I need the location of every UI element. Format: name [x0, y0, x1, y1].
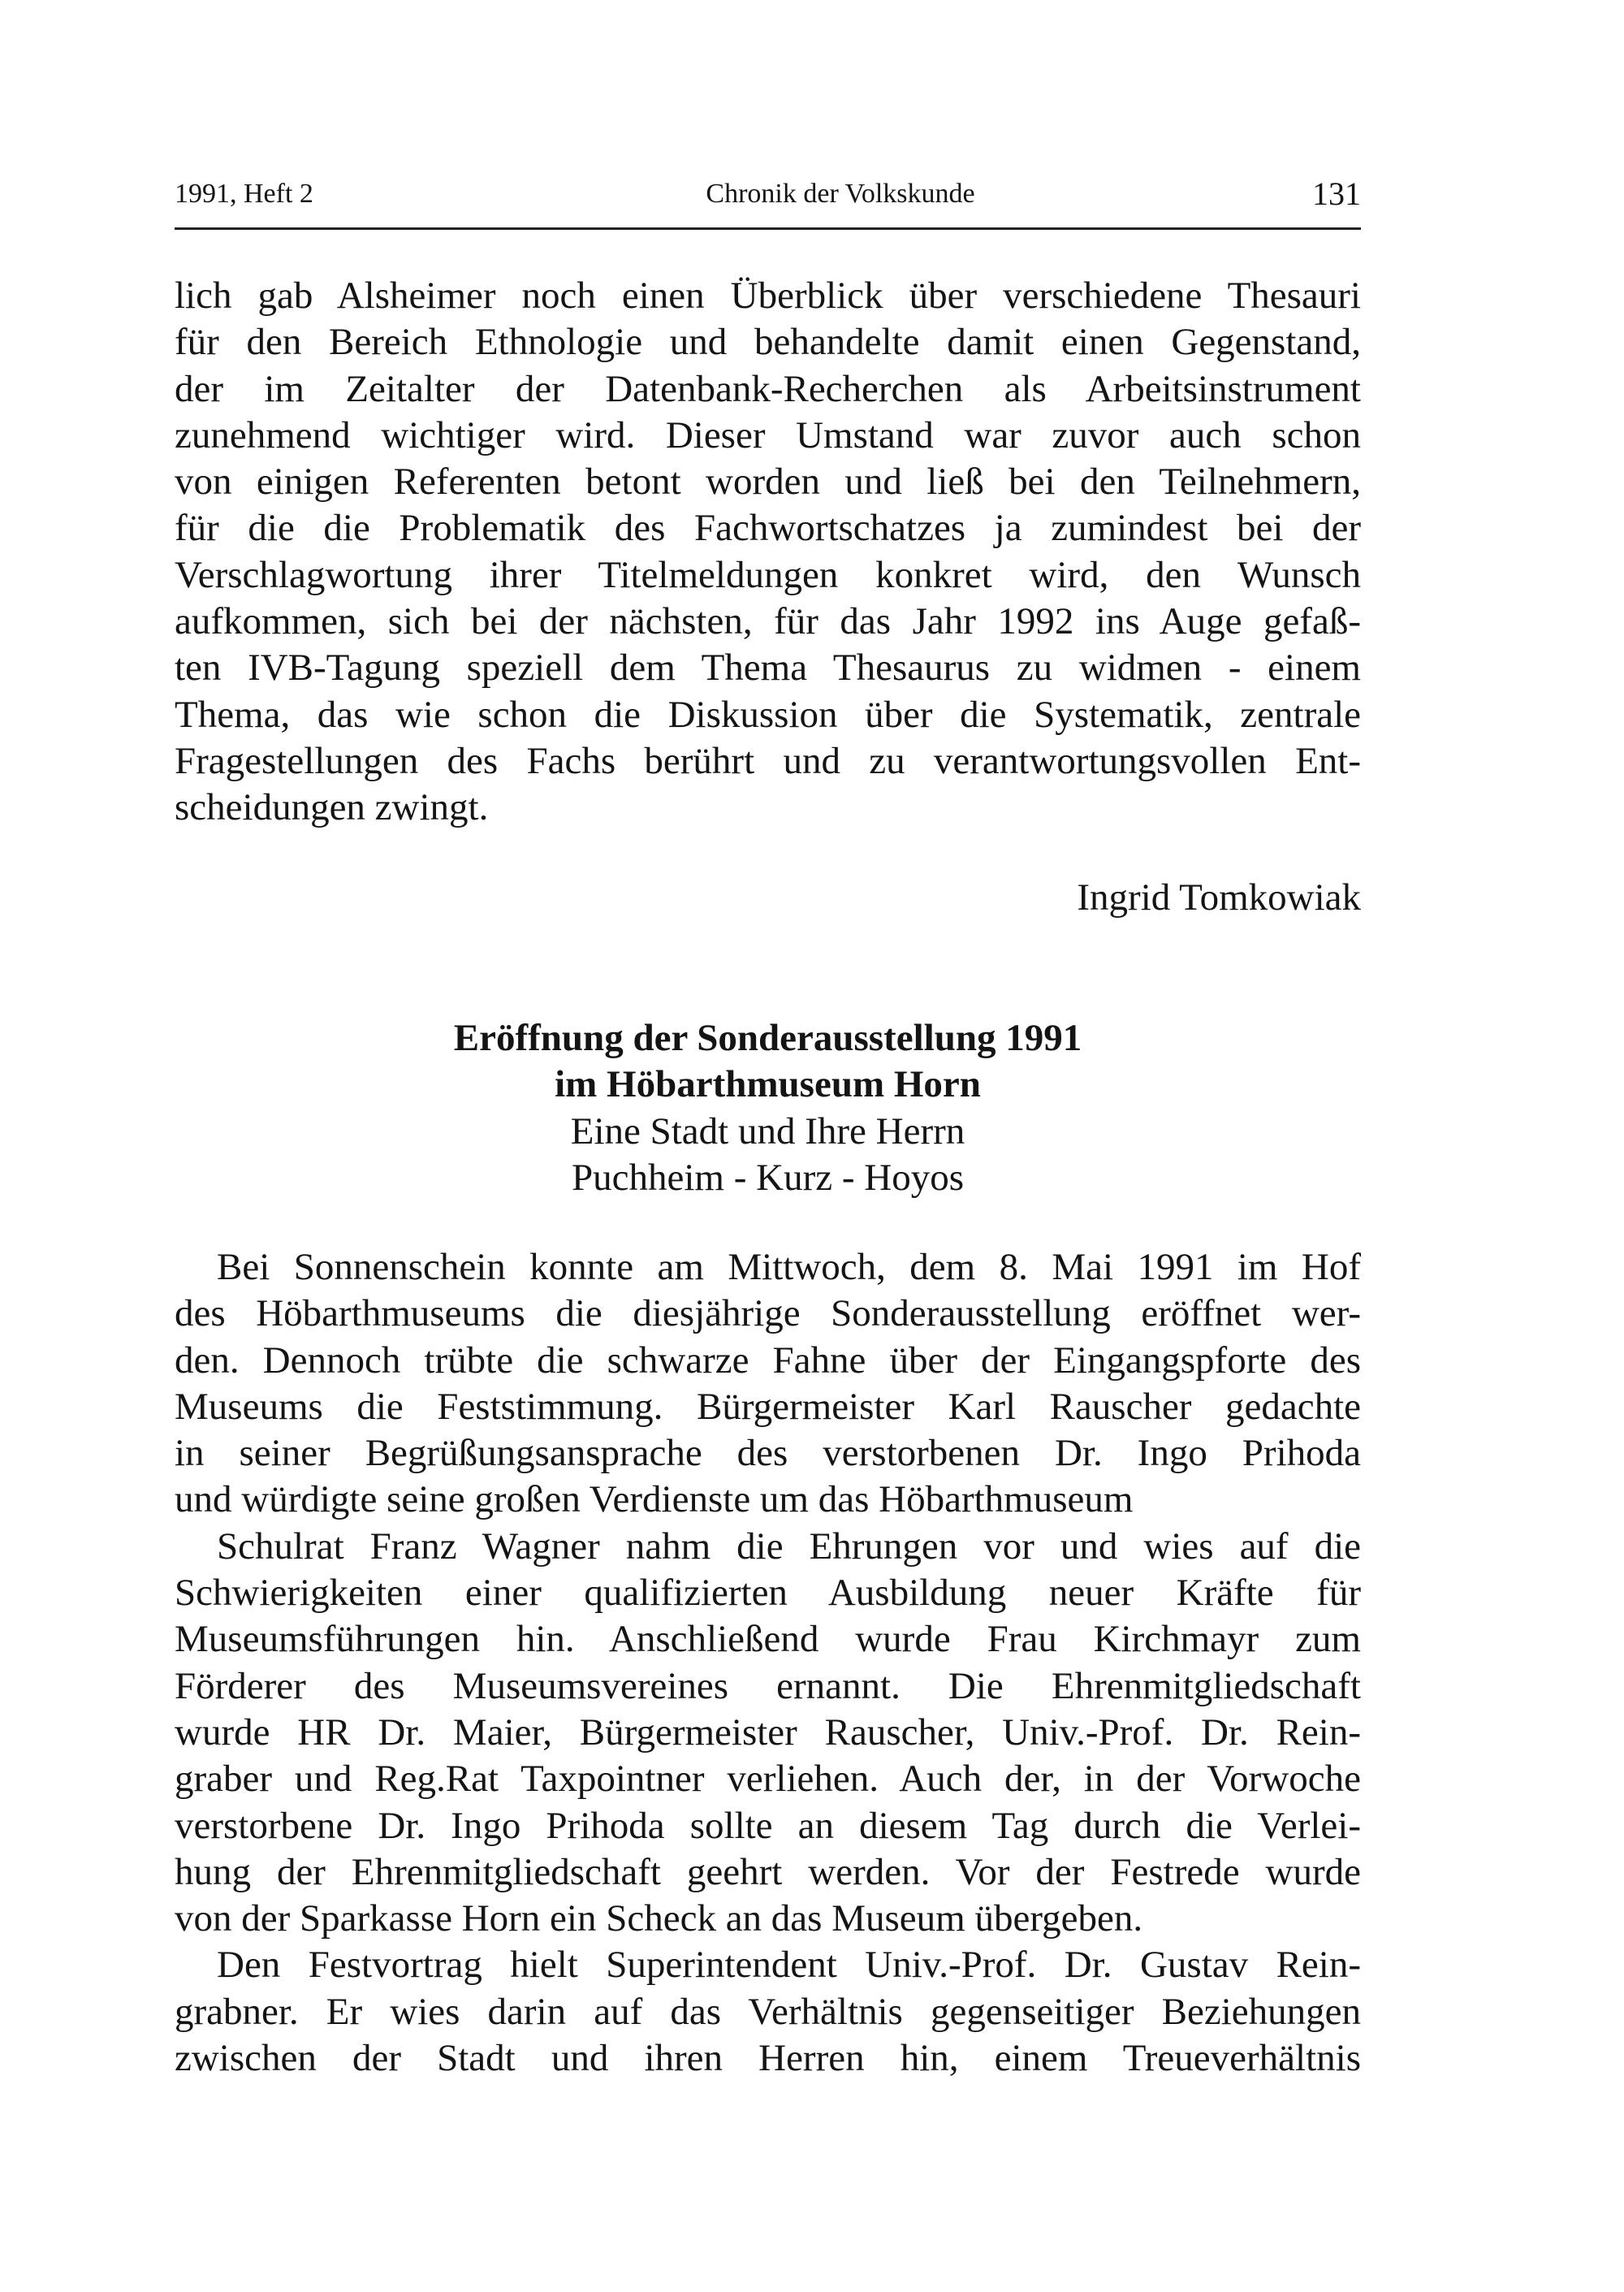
article-body [175, 1244, 1361, 2082]
text-line: graber und Reg.Rat Taxpointner verliehen. Auch der, in der Vorwoche [175, 1758, 1361, 1801]
text-line: grabner. Er wies darin auf das Verhältnis gegenseitiger Beziehungen [175, 1990, 1361, 2033]
header-rule [175, 227, 1361, 230]
text-line: Thema, das wie schon die Diskussion über die Systematik, zentrale [175, 693, 1361, 736]
journal-title: Chronik der Volkskunde [706, 179, 975, 209]
text-line: Museums die Feststimmung. Bürgermeister Karl Rauscher gedachte [175, 1385, 1361, 1428]
article-subtitle-line: Puchheim - Kurz - Hoyos [572, 1156, 964, 1199]
article-subtitle-line: Eine Stadt und Ihre Herrn [570, 1109, 965, 1152]
text-line: den. Dennoch trübte die schwarze Fahne über der Eingangspforte des [175, 1338, 1361, 1382]
text-line: der im Zeitalter der Datenbank-Recherchen als Arbeitsinstrument [175, 367, 1361, 410]
paragraph-4 [175, 1942, 1361, 2082]
issue-label: 1991, Heft 2 [175, 179, 313, 209]
text-line: verstorbene Dr. Ingo Prihoda sollte an diesem Tag durch die Verlei- [175, 1804, 1361, 1847]
text-line: Förderer des Museumsvereines ernannt. Die Ehrenmitgliedschaft [175, 1664, 1361, 1707]
text-line: und würdigte seine großen Verdienste um das Höbarthmuseum [175, 1478, 1134, 1521]
text-line: zunehmend wichtiger wird. Dieser Umstand war zuvor auch schon [175, 413, 1361, 456]
text-line: ten IVB-Tagung speziell dem Thema Thesaurus zu widmen - einem [175, 647, 1361, 690]
text-line: des Höbarthmuseums die diesjährige Sonderausstellung eröffnet wer- [175, 1292, 1361, 1335]
author-signature: Ingrid Tomkowiak [1077, 876, 1361, 919]
text-line: Museumsführungen hin. Anschließend wurde Frau Kirchmayr zum [175, 1618, 1361, 1661]
text-line: scheidungen zwingt. [175, 786, 489, 829]
text-line: Fragestellungen des Fachs berührt und zu verantwortungsvollen Ent- [175, 739, 1361, 782]
text-line: für die die Problematik des Fachwortschatzes ja zumindest bei der [175, 507, 1361, 550]
text-line: Schwierigkeiten einer qualifizierten Ausbildung neuer Kräfte für [175, 1572, 1361, 1615]
text-line: für den Bereich Ethnologie und behandelte damit einen Gegenstand, [175, 321, 1361, 364]
text-line: aufkommen, sich bei der nächsten, für das Jahr 1992 ins Auge gefaß- [175, 600, 1361, 643]
page-number: 131 [1312, 175, 1361, 212]
paragraph-1 [175, 273, 1361, 832]
text-line: zwischen der Stadt und ihren Herren hin, einem Treueverhältnis [175, 2037, 1361, 2080]
text-line: hung der Ehrenmitgliedschaft geehrt werden. Vor der Festrede wurde [175, 1850, 1361, 1893]
article-title-line: im Höbarthmuseum Horn [555, 1063, 981, 1106]
text-line: Bei Sonnenschein konnte am Mittwoch, dem 8. Mai 1991 im Hof [217, 1246, 1361, 1288]
paragraph-2 [175, 1244, 1361, 1524]
text-line: Den Festvortrag hielt Superintendent Univ.-Prof. Dr. Gustav Rein- [217, 1944, 1361, 1987]
text-line: von einigen Referenten betont worden und ließ bei den Teilnehmern, [175, 461, 1361, 504]
text-line: lich gab Alsheimer noch einen Überblick über verschiedene Thesauri [175, 275, 1361, 317]
text-line: Schulrat Franz Wagner nahm die Ehrungen vor und wies auf die [217, 1524, 1361, 1568]
text-line: wurde HR Dr. Maier, Bürgermeister Rauscher, Univ.-Prof. Dr. Rein- [175, 1710, 1361, 1754]
paragraph-3 [175, 1524, 1361, 1943]
text-line: Verschlagwortung ihrer Titelmeldungen konkret wird, den Wunsch [175, 553, 1361, 596]
text-line: von der Sparkasse Horn ein Scheck an das Museum übergeben. [175, 1897, 1143, 1940]
text-line: in seiner Begrüßungsansprache des verstorbenen Dr. Ingo Prihoda [175, 1432, 1361, 1475]
article-heading [175, 1015, 1361, 1201]
article-title-line: Eröffnung der Sonderausstellung 1991 [453, 1017, 1082, 1059]
